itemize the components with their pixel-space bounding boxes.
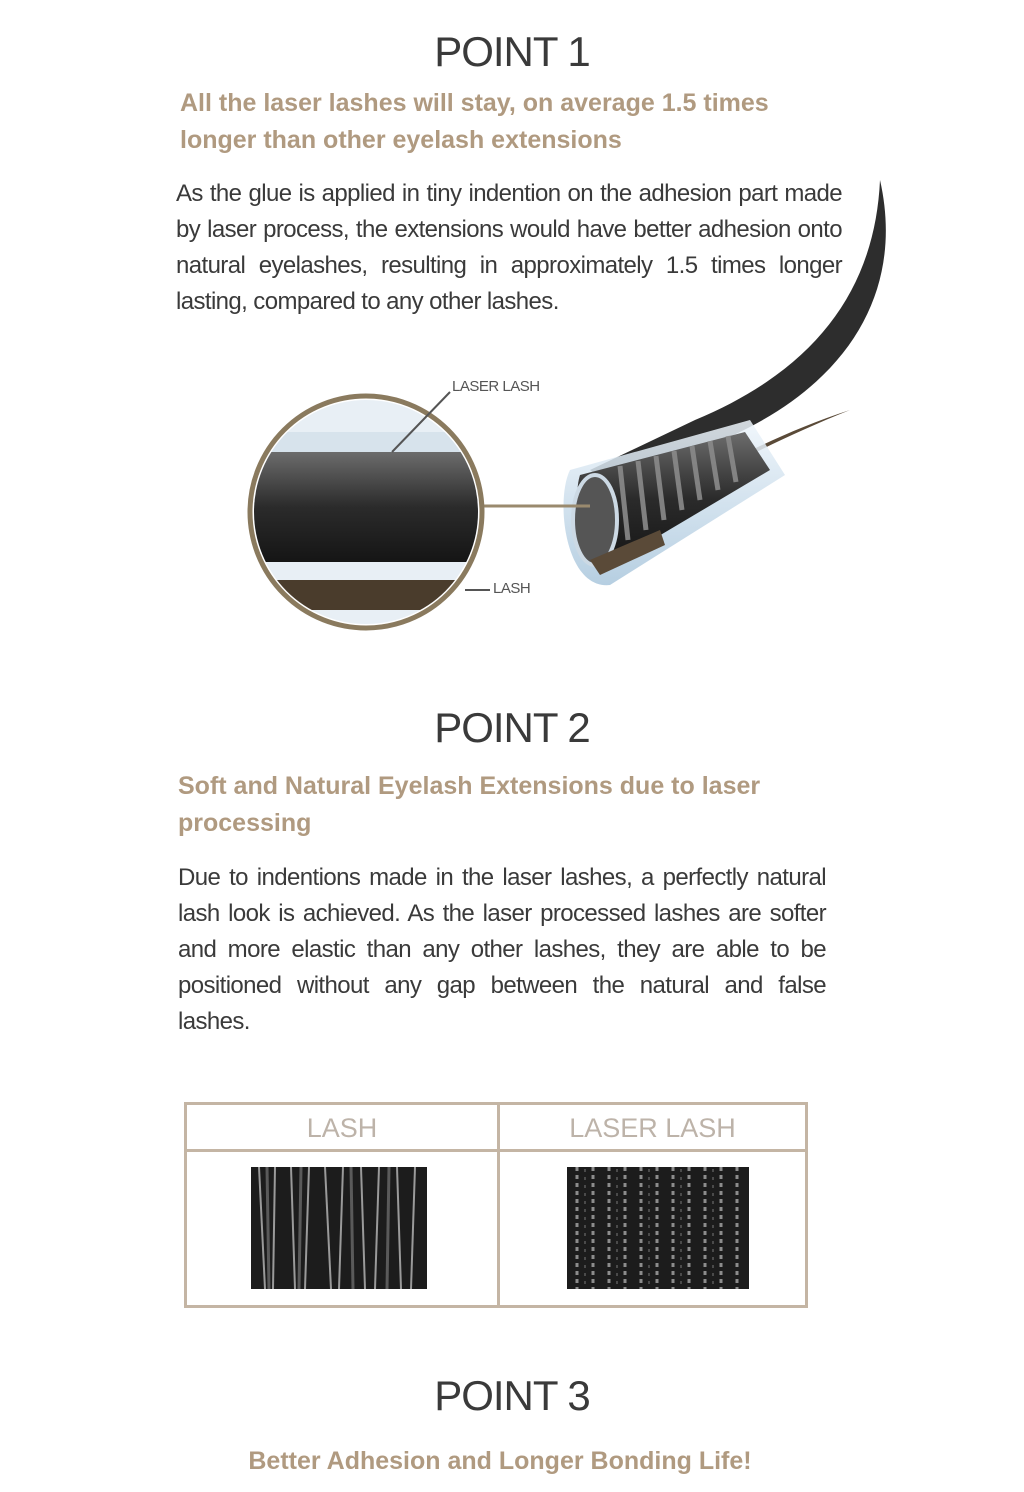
point3-title: POINT 3	[434, 1372, 590, 1419]
magnifier-circle	[240, 396, 500, 630]
table-header-lash: LASH	[306, 1113, 378, 1143]
table-header-laser-lash: LASER LASH	[569, 1113, 736, 1143]
laser-lash-diagram	[240, 170, 920, 650]
point2-subhead-line2: processing	[178, 809, 312, 837]
point1-title: POINT 1	[434, 28, 590, 75]
table-header-divider	[187, 1149, 805, 1152]
point1-subhead-line1: All the laser lashes will stay, on average 1.5 times	[180, 89, 769, 117]
point3-subhead: Better Adhesion and Longer Bonding Life!	[248, 1447, 752, 1475]
lash-end-closeup	[563, 420, 785, 585]
point1-subhead-line2: longer than other eyelash extensions	[180, 126, 622, 154]
lash-microscope-image	[251, 1167, 427, 1289]
point2-subhead	[178, 768, 858, 842]
point2-body: Due to indentions made in the laser lashes, a perfectly natural lash look is achieved. As the laser processed lashes are softer and more elastic than any other lashes, they are able to be positioned without any gap between the natural and false lashes.	[178, 864, 826, 1035]
comparison-table	[184, 1102, 808, 1308]
lash-label: LASH	[493, 580, 531, 597]
table-column-divider	[497, 1105, 500, 1305]
laser-lash-label: LASER LASH	[452, 378, 540, 395]
point2-subhead-line1: Soft and Natural Eyelash Extensions due to laser	[178, 772, 761, 800]
point1-body: As the glue is applied in tiny indention on the adhesion part made by laser process, the extensions would have better adhesion onto natural eyelashes, resulting in approximately 1.5 times longer lasting, compared to any other lashes.	[176, 180, 842, 315]
point1-subhead	[180, 85, 860, 159]
point2-title: POINT 2	[434, 704, 590, 751]
laser-lash-microscope-image	[567, 1167, 749, 1289]
